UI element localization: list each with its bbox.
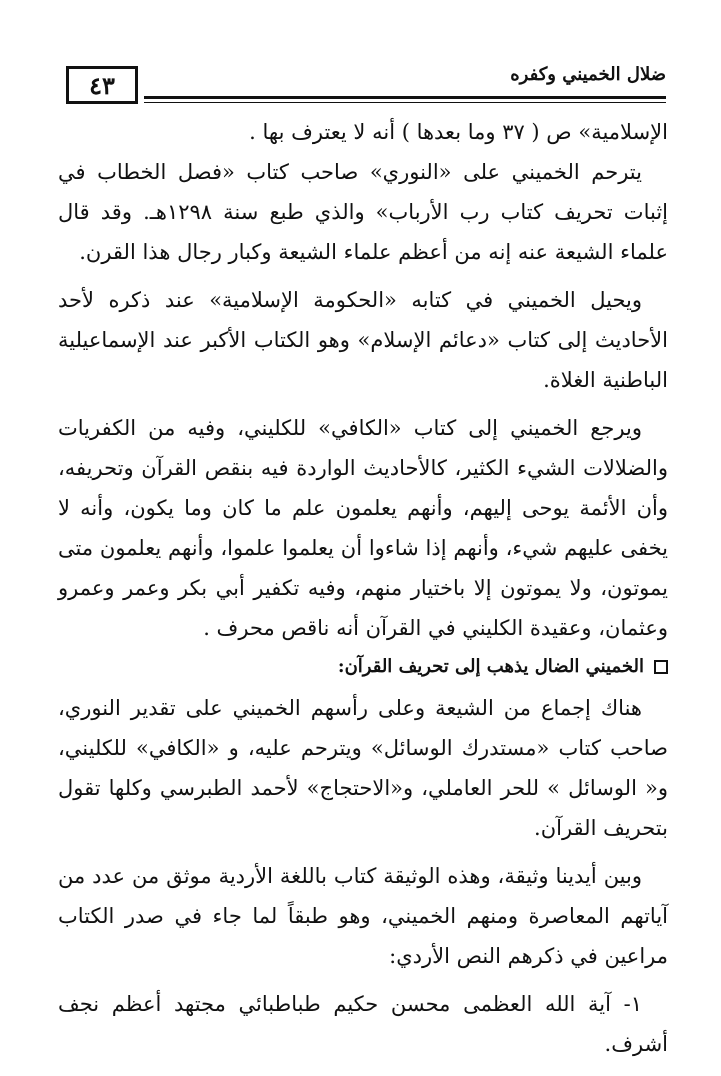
paragraph: ويرجع الخميني إلى كتاب «الكافي» للكليني، وفيه من الكفريات والضلالات الشيء الكثير، كالأحاديث الواردة فيه بنقص القرآن وتحريفه، وأن الأئمة يوحى إليهم، وأنهم يعلمون علم ما كان وما يكون، وأنه لا يخفى عليهم شيء، وأنهم إذا شاءوا أن يعلموا علموا، وأنهم يعلمون متى يموتون، ولا يموتون إلا باختيار منهم، وفيه تكفير أبي بكر وعمر وعمرو وعثمان، وعقيدة الكليني في القرآن أنه ناقص محرف . — [58, 416, 668, 640]
running-title: ضلال الخميني وكفره — [510, 64, 666, 85]
square-bullet-icon — [654, 660, 668, 674]
paragraph: هناك إجماع من الشيعة وعلى رأسهم الخميني على تقدير النوري، صاحب كتاب «مستدرك الوسائل» ويترحم عليه، و «الكافي» للكليني، و« الوسائل » للحر العاملي، و«الاحتجاج» لأحمد الطبرسي وكلها تقول بتحريف القرآن. — [58, 696, 668, 840]
page-header — [66, 56, 666, 108]
paragraph: يترحم الخميني على «النوري» صاحب كتاب «فصل الخطاب في إثبات تحريف كتاب رب الأرباب» والذي طبع سنة ١٢٩٨هـ. وقد قال علماء الشيعة عنه إنه من أعظم علماء الشيعة وكبار رجال هذا القرن. — [58, 160, 668, 264]
paragraph: وبين أيدينا وثيقة، وهذه الوثيقة كتاب باللغة الأردية موثق من عدد من آياتهم المعاصرة ومنهم الخميني، وهو طبقاً لما جاء في صدر الكتاب مراعين في ذكرهم النص الأردي: — [58, 864, 668, 968]
page-number: ٤٣ — [66, 66, 138, 104]
list-item: ١- آية الله العظمى محسن حكيم طباطبائي مجتهد أعظم نجف أشرف. — [58, 992, 668, 1056]
section-heading — [58, 650, 668, 684]
page-body — [58, 112, 668, 1072]
paragraph: ويحيل الخميني في كتابه «الحكومة الإسلامية» عند ذكره لأحد الأحاديث إلى كتاب «دعائم الإسلام» وهو الكتاب الأكبر عند الإسماعيلية الباطنية الغلاة. — [58, 288, 668, 392]
header-rule — [144, 96, 666, 99]
paragraph-continuation: الإسلامية» ص ( ٣٧ وما بعدها ) أنه لا يعترف بها . — [249, 120, 668, 144]
header-rule-thin — [144, 102, 666, 103]
section-heading-text: الخميني الضال يذهب إلى تحريف القرآن: — [337, 656, 644, 677]
